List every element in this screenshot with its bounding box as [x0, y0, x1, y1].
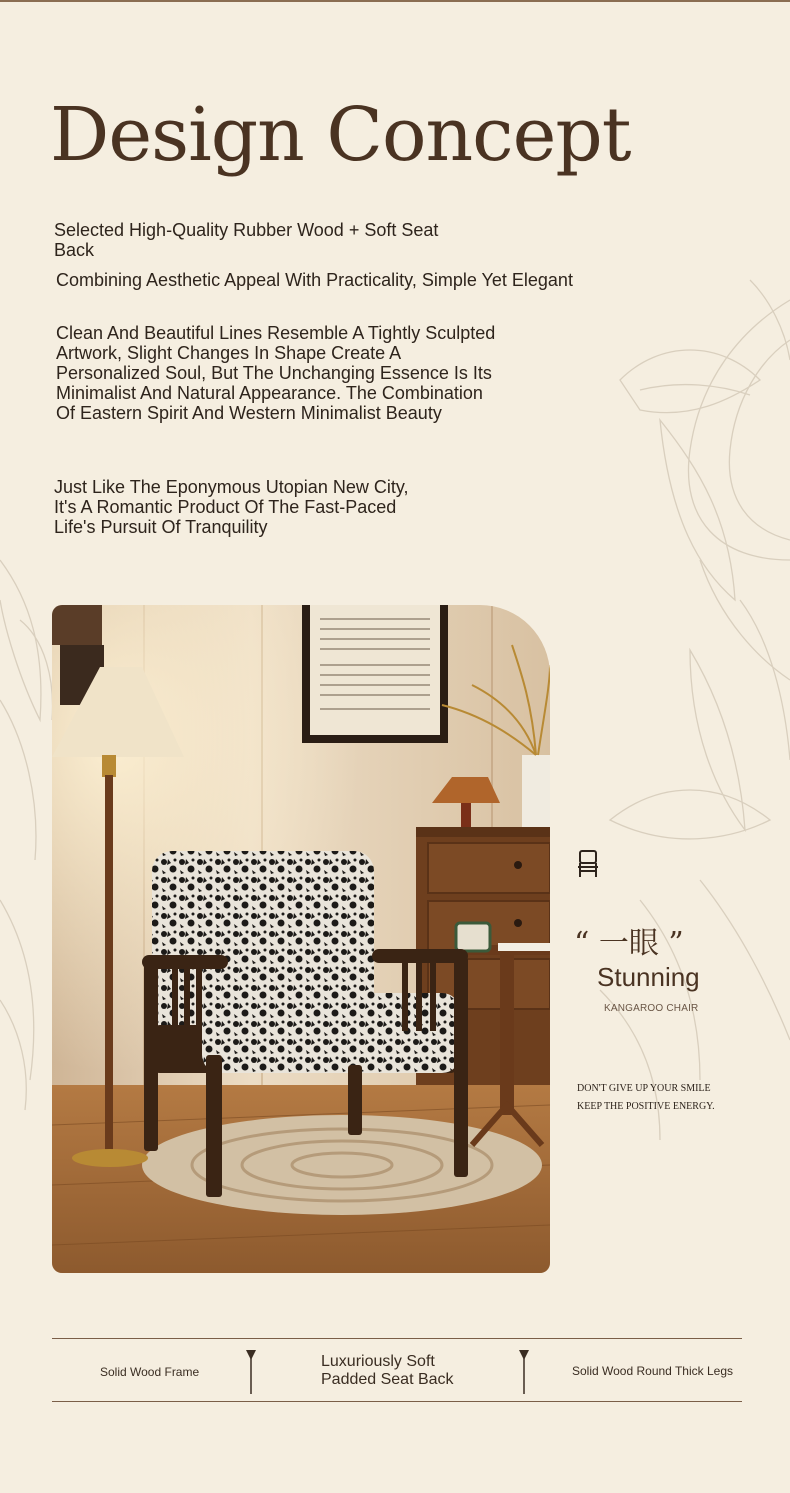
motto-line-1: DON'T GIVE UP YOUR SMILE — [577, 1083, 711, 1094]
utopian-paragraph: Just Like The Eponymous Utopian New City, It's A Romantic Product Of The Fast-Paced Life's Pursuit Of Tranquility — [54, 477, 409, 537]
chair-icon — [576, 849, 600, 879]
top-border — [0, 0, 790, 2]
product-photo — [52, 605, 550, 1273]
feature-round-thick-legs: Solid Wood Round Thick Legs — [572, 1364, 733, 1378]
intro-paragraph-aesthetic: Combining Aesthetic Appeal With Practicality, Simple Yet Elegant — [56, 270, 573, 290]
headline-stunning: Stunning — [597, 962, 700, 992]
description-paragraph: Clean And Beautiful Lines Resemble A Tightly Sculpted Artwork, Slight Changes In Shape Create A Personalized Soul, But The Unchanging Essence Is Its Minimalist And Natural Appearance. The Combination Of Eastern Spirit And Western Minimalist Beauty — [56, 323, 496, 423]
divider-arrow-icon — [519, 1350, 529, 1394]
chinese-quote: “ 一眼 ” — [574, 926, 684, 961]
divider-arrow-icon — [246, 1350, 256, 1394]
feature-solid-wood-frame: Solid Wood Frame — [100, 1365, 200, 1379]
page-title: Design Concept — [50, 92, 631, 178]
feature-padded-seat-back: Luxuriously Soft Padded Seat Back — [321, 1353, 454, 1388]
feature-bottom-rule — [52, 1401, 742, 1402]
intro-paragraph-material: Selected High-Quality Rubber Wood + Soft Seat Back — [54, 220, 439, 260]
motto-text — [577, 1080, 715, 1116]
feature-top-rule — [52, 1338, 742, 1339]
motto-line-2: KEEP THE POSITIVE ENERGY. — [577, 1101, 715, 1112]
product-name: KANGAROO CHAIR — [604, 1003, 699, 1014]
